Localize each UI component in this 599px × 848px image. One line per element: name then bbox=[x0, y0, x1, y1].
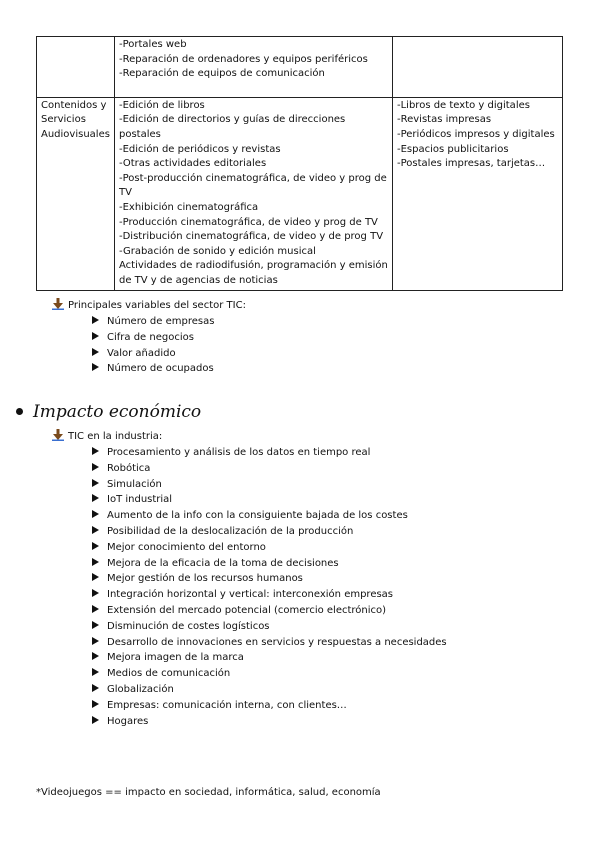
activity-line: -Exhibición cinematográfica bbox=[119, 201, 259, 213]
activity-line: -Producción cinematográfica, de video y prog de TV bbox=[119, 216, 378, 228]
sector-line: Contenidos y bbox=[41, 99, 107, 111]
arrow-right-bullet-icon bbox=[92, 447, 99, 455]
industry-subtitle: TIC en la industria: bbox=[68, 431, 163, 442]
list-item: Hogares bbox=[92, 714, 447, 730]
arrow-right-bullet-icon bbox=[92, 605, 99, 613]
arrow-down-bullet-icon bbox=[52, 429, 64, 441]
arrow-right-bullet-icon bbox=[92, 494, 99, 502]
list-item: Aumento de la info con la consiguiente bajada de los costes bbox=[92, 508, 447, 524]
activity-line: Actividades de radiodifusión, programación y emisión de TV y de agencias de noticias bbox=[119, 260, 388, 286]
activity-line: -Reparación de equipos de comunicación bbox=[119, 68, 325, 80]
list-item: Desarrollo de innovaciones en servicios y respuestas a necesidades bbox=[92, 635, 447, 651]
arrow-right-bullet-icon bbox=[92, 684, 99, 692]
section-heading: Impacto económico bbox=[16, 402, 201, 422]
arrow-right-bullet-icon bbox=[92, 716, 99, 724]
sector-line: Servicios bbox=[41, 114, 86, 126]
list-item: Simulación bbox=[92, 477, 447, 493]
arrow-right-bullet-icon bbox=[92, 463, 99, 471]
table-cell-sector bbox=[37, 37, 115, 98]
arrow-right-bullet-icon bbox=[92, 652, 99, 660]
activity-line: -Edición de periódicos y revistas bbox=[119, 143, 281, 155]
list-item: Valor añadido bbox=[92, 346, 246, 362]
table-row bbox=[37, 37, 563, 98]
list-item: Mejora de la eficacia de la toma de decisiones bbox=[92, 556, 447, 572]
activity-line: -Edición de libros bbox=[119, 99, 205, 111]
list-item: Posibilidad de la deslocalización de la producción bbox=[92, 524, 447, 540]
product-line: -Revistas impresas bbox=[397, 114, 492, 126]
activity-line: -Grabación de sonido y edición musical bbox=[119, 245, 316, 257]
product-line: -Periódicos impresos y digitales bbox=[397, 128, 555, 140]
industry-sublist bbox=[52, 445, 447, 729]
arrow-right-bullet-icon bbox=[92, 332, 99, 340]
arrow-right-bullet-icon bbox=[92, 510, 99, 518]
list-item: Empresas: comunicación interna, con clientes… bbox=[92, 698, 447, 714]
list-item bbox=[52, 298, 246, 314]
list-item: Número de empresas bbox=[92, 314, 246, 330]
variables-title: Principales variables del sector TIC: bbox=[68, 300, 246, 311]
activity-line: -Post-producción cinematográfica, de video y prog de TV bbox=[119, 172, 387, 199]
activity-line: -Reparación de ordenadores y equipos periféricos bbox=[119, 53, 368, 65]
arrow-right-bullet-icon bbox=[92, 668, 99, 676]
product-line: -Postales impresas, tarjetas… bbox=[397, 158, 546, 170]
table-cell-sector bbox=[37, 97, 115, 290]
table-cell-products bbox=[393, 37, 563, 98]
product-line: -Espacios publicitarios bbox=[397, 143, 509, 155]
table-cell-products bbox=[393, 97, 563, 290]
arrow-right-bullet-icon bbox=[92, 348, 99, 356]
bullet-dot-icon bbox=[16, 408, 23, 415]
footnote: *Videojuegos == impacto en sociedad, informática, salud, economía bbox=[36, 787, 381, 798]
arrow-right-bullet-icon bbox=[92, 700, 99, 708]
variables-sublist bbox=[52, 314, 246, 377]
list-item: Cifra de negocios bbox=[92, 330, 246, 346]
table-row bbox=[37, 97, 563, 290]
list-item: Disminución de costes logísticos bbox=[92, 619, 447, 635]
list-item: Mejor gestión de los recursos humanos bbox=[92, 571, 447, 587]
list-item: Mejora imagen de la marca bbox=[92, 650, 447, 666]
arrow-right-bullet-icon bbox=[92, 589, 99, 597]
arrow-right-bullet-icon bbox=[92, 526, 99, 534]
arrow-right-bullet-icon bbox=[92, 558, 99, 566]
arrow-right-bullet-icon bbox=[92, 316, 99, 324]
arrow-down-bullet-icon bbox=[52, 298, 64, 310]
list-item: Globalización bbox=[92, 682, 447, 698]
arrow-right-bullet-icon bbox=[92, 637, 99, 645]
arrow-right-bullet-icon bbox=[92, 479, 99, 487]
table-cell-activities bbox=[115, 97, 393, 290]
table-cell-activities bbox=[115, 37, 393, 98]
arrow-right-bullet-icon bbox=[92, 573, 99, 581]
sector-line: Audiovisuales bbox=[41, 128, 110, 140]
activity-line: -Portales web bbox=[119, 39, 187, 50]
activity-line: -Otras actividades editoriales bbox=[119, 158, 267, 170]
list-item: Integración horizontal y vertical: interconexión empresas bbox=[92, 587, 447, 603]
product-line: -Libros de texto y digitales bbox=[397, 99, 530, 111]
list-item: Procesamiento y análisis de los datos en tiempo real bbox=[92, 445, 447, 461]
arrow-right-bullet-icon bbox=[92, 542, 99, 550]
list-item: IoT industrial bbox=[92, 492, 447, 508]
list-item: Número de ocupados bbox=[92, 361, 246, 377]
list-item: Medios de comunicación bbox=[92, 666, 447, 682]
arrow-right-bullet-icon bbox=[92, 621, 99, 629]
variables-list bbox=[52, 298, 246, 377]
list-item: Robótica bbox=[92, 461, 447, 477]
activity-line: -Distribución cinematográfica, de video y de prog TV bbox=[119, 231, 384, 243]
list-item bbox=[52, 429, 447, 445]
industry-list bbox=[52, 429, 447, 729]
sector-table bbox=[36, 36, 563, 291]
arrow-right-bullet-icon bbox=[92, 363, 99, 371]
activity-line: -Edición de directorios y guías de direcciones postales bbox=[119, 114, 346, 140]
list-item: Extensión del mercado potencial (comercio electrónico) bbox=[92, 603, 447, 619]
list-item: Mejor conocimiento del entorno bbox=[92, 540, 447, 556]
